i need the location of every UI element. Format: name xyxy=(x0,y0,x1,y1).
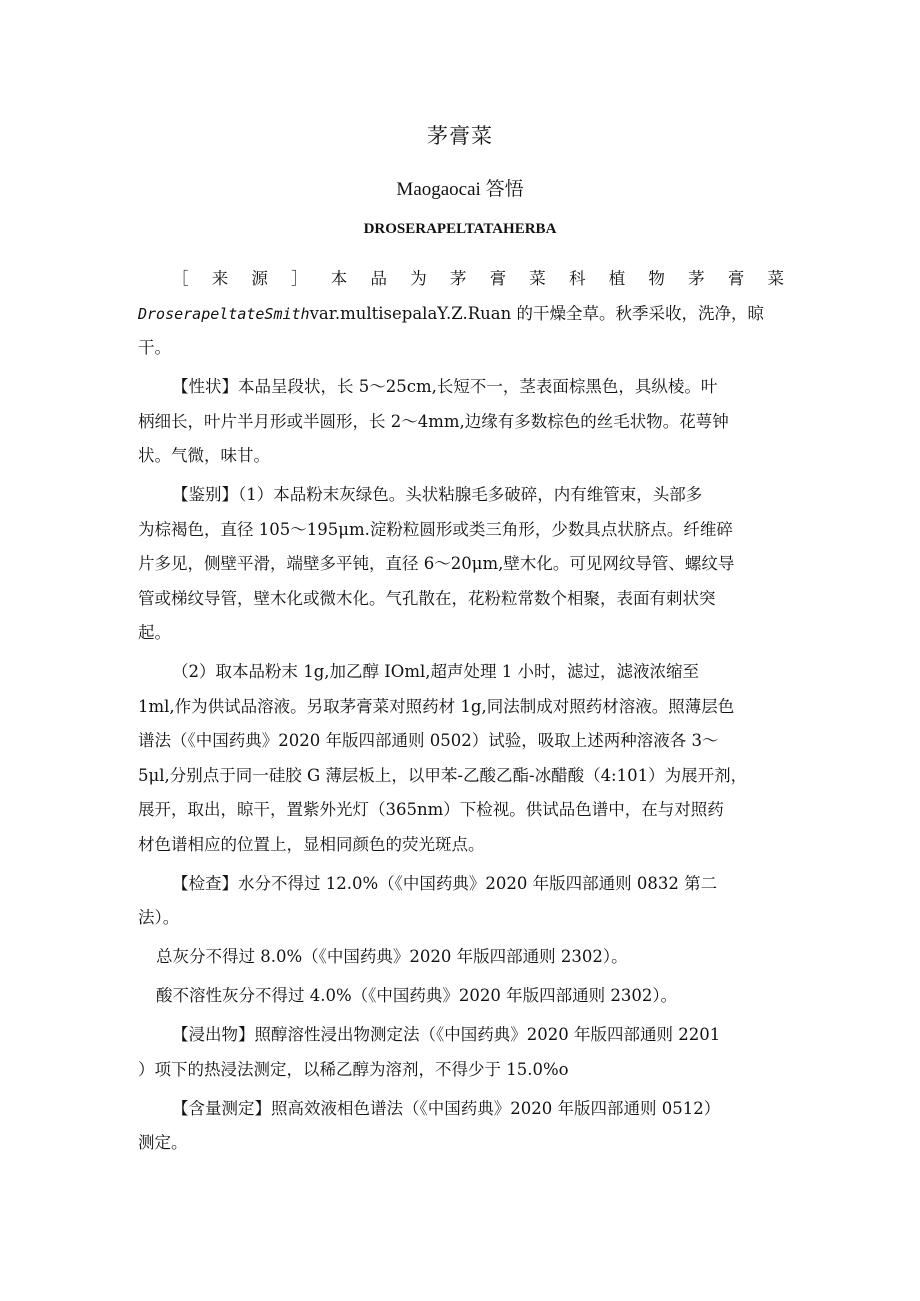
inspection-line-1: 【检查】水分不得过 12.0%（《中国药典》2020 年版四部通则 0832 第二 xyxy=(172,873,718,893)
inspection-section xyxy=(138,867,784,936)
extract-line-1: 【浸出物】照醇溶性浸出物测定法（《中国药典》2020 年版四部通则 2201 xyxy=(172,1025,721,1044)
identification-2-line-3: 谱法（《中国药典》2020 年版四部通则 0502）试验，吸取上述两种溶液各 3～ xyxy=(138,731,719,750)
identification-2-line-5: 展开，取出，晾干，置紫外光灯（365nm）下检视。供试品色谱中，在与对照药 xyxy=(138,800,724,819)
identification-2-line-4: 5μl,分别点于同一硅胶 G 薄层板上，以甲苯-乙酸乙酯-冰醋酸（4:101）为展开剂， xyxy=(138,765,748,785)
identification-2-line-6: 材色谱相应的位置上，显相同颜色的荧光斑点。 xyxy=(138,834,485,854)
assay-line-2: 测定。 xyxy=(138,1133,188,1152)
monograph-body xyxy=(138,262,784,1165)
total-ash-line: 总灰分不得过 8.0%（《中国药典》2020 年版四部通则 2302）。 xyxy=(156,947,628,966)
identification-1-line-4: 管或梯纹导管，壁木化或微木化。气孔散在，花粉粒常数个相聚，表面有刺状突 xyxy=(138,588,716,608)
character-line-2: 柄细长，叶片半月形或半圆形，长 2～4mm,边缘有多数棕色的丝毛状物。花萼钟 xyxy=(138,411,729,431)
identification-1-line-2: 为棕褐色，直径 105～195μm.淀粉粒圆形或类三角形，少数具点状脐点。纤维碎 xyxy=(138,519,733,539)
character-section xyxy=(138,370,784,474)
identification-1-line-1: 【鉴别】（1）本品粉末灰绿色。头状粘腺毛多破碎，内有维管束，头部多 xyxy=(172,485,703,504)
extract-line-2: ）项下的热浸法测定，以稀乙醇为溶剂，不得少于 15.0%o xyxy=(138,1059,569,1079)
identification-2-line-1: （2）取本品粉末 1g,加乙醇 IOml,超声处理 1 小时，滤过，滤液浓缩至 xyxy=(172,662,699,681)
species-name: DroserapeltateSmith xyxy=(138,304,310,323)
page-title: 茅膏菜 xyxy=(427,124,493,148)
inspection-line-2: 法）。 xyxy=(138,908,180,927)
pinyin-subtitle: Maogaocai 答悟 xyxy=(396,179,524,200)
acid-ash-line: 酸不溶性灰分不得过 4.0%（《中国药典》2020 年版四部通则 2302）。 xyxy=(156,986,678,1005)
identification-1-section xyxy=(138,478,784,651)
source-section xyxy=(138,262,784,366)
source-line-3: 干。 xyxy=(138,338,171,357)
identification-1-line-3: 片多见，侧壁平滑，端壁多平钝，直径 6～20μm,壁木化。可见网纹导管、螺纹导 xyxy=(138,554,735,573)
identification-1-line-5: 起。 xyxy=(138,623,171,642)
source-line-2: DroserapeltateSmithvar.multisepalaY.Z.Ruan 的干燥全草。秋季采收，洗净，晾 xyxy=(138,303,764,323)
latin-name: DROSERAPELTATAHERBA xyxy=(363,221,557,237)
assay-line-1: 【含量测定】照高效液相色谱法（《中国药典》2020 年版四部通则 0512） xyxy=(172,1098,721,1118)
assay-section xyxy=(138,1092,784,1161)
extract-section xyxy=(138,1018,784,1087)
identification-2-line-2: 1ml,作为供试品溶液。另取茅膏菜对照药材 1g,同法制成对照药材溶液。照薄层色 xyxy=(138,696,735,716)
identification-2-section xyxy=(138,655,784,862)
character-line-3: 状。气微，味甘。 xyxy=(138,446,270,465)
character-line-1: 【性状】本品呈段状，长 5～25cm,长短不一，茎表面棕黑色，具纵棱。叶 xyxy=(172,377,718,396)
source-line-1: ［来源］本品为茅膏菜科植物茅膏菜 xyxy=(172,269,784,288)
